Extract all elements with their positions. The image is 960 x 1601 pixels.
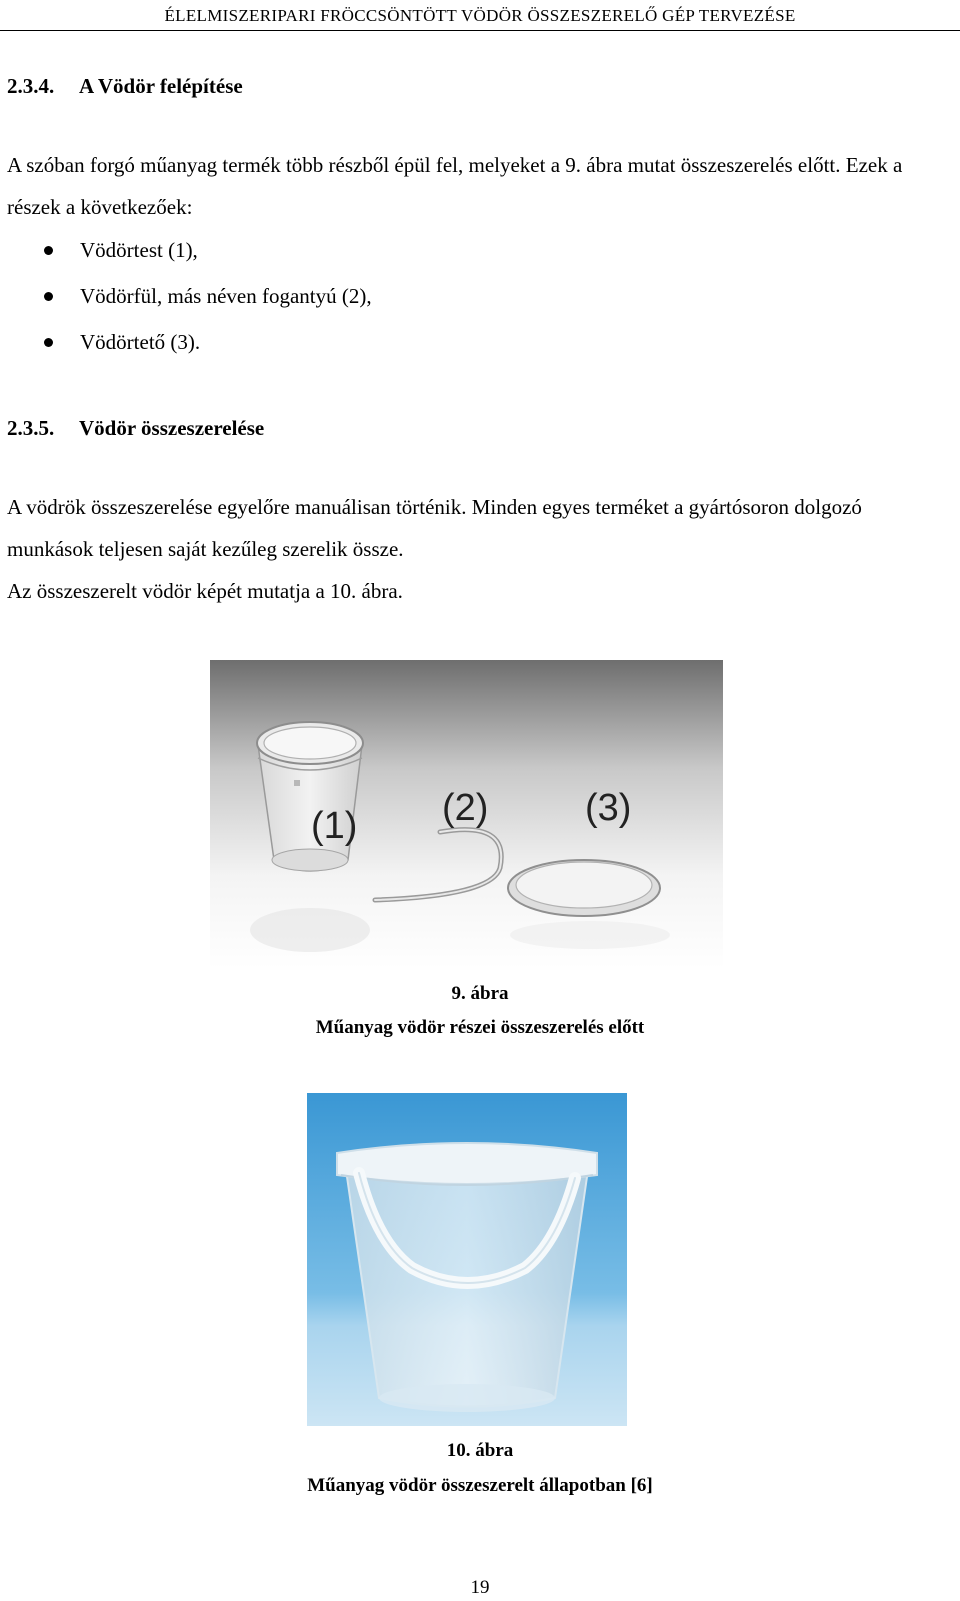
parts-list [0,229,372,367]
figure-label-2: (2) [442,787,489,829]
header-rule [0,30,960,31]
section-number: 2.3.4. [7,74,55,98]
bucket-parts-illustration [210,660,723,969]
paragraph-assembly: A vödrök összeszerelése egyelőre manuálisan történik. Minden egyes terméket a gyártósoron dolgozó munkások teljesen saját kezűleg szerelik össze. [7,495,862,561]
list-item-text: Vödörtest (1), [80,238,198,262]
section-heading-235 [7,416,264,441]
list-item [0,321,372,367]
figure-10-image [307,1093,627,1426]
paragraph-parts-intro: A szóban forgó műanyag termék több részből épül fel, melyeket a 9. ábra mutat összeszerelés előtt. Ezek a részek a következőek: [7,153,903,219]
figure-9-number: 9. ábra [451,983,509,1004]
assembled-bucket-photo [307,1093,627,1426]
figure-9-caption: Műanyag vödör részei összeszerelés előtt [315,1017,645,1038]
section-title: Vödör összeszerelése [79,416,265,440]
section-heading-234 [7,74,243,99]
section-number: 2.3.5. [7,416,55,440]
bullet-icon [44,292,53,301]
figure-9-image [210,660,723,969]
list-item-text: Vödörtető (3). [80,330,201,354]
section-title: A Vödör felépítése [79,74,243,98]
figure-label-1: (1) [311,805,358,847]
paragraph-figure-ref: Az összeszerelt vödör képét mutatja a 10. ábra. [7,579,403,603]
list-item-text: Vödörfül, más néven fogantyú (2), [80,284,372,308]
bullet-icon [44,246,53,255]
list-item [0,229,372,275]
page-number: 19 [470,1577,490,1598]
figure-10-number: 10. ábra [446,1440,514,1461]
figure-label-3: (3) [585,787,632,829]
list-item [0,275,372,321]
bucket-body [257,722,363,871]
bucket-lid [508,860,660,916]
running-header: ÉLELMISZERIPARI FRÖCCSÖNTÖTT VÖDÖR ÖSSZESZERELŐ GÉP TERVEZÉSE [164,6,796,25]
figure-10-caption: Műanyag vödör összeszerelt állapotban [6] [307,1475,653,1496]
bullet-icon [44,338,53,347]
